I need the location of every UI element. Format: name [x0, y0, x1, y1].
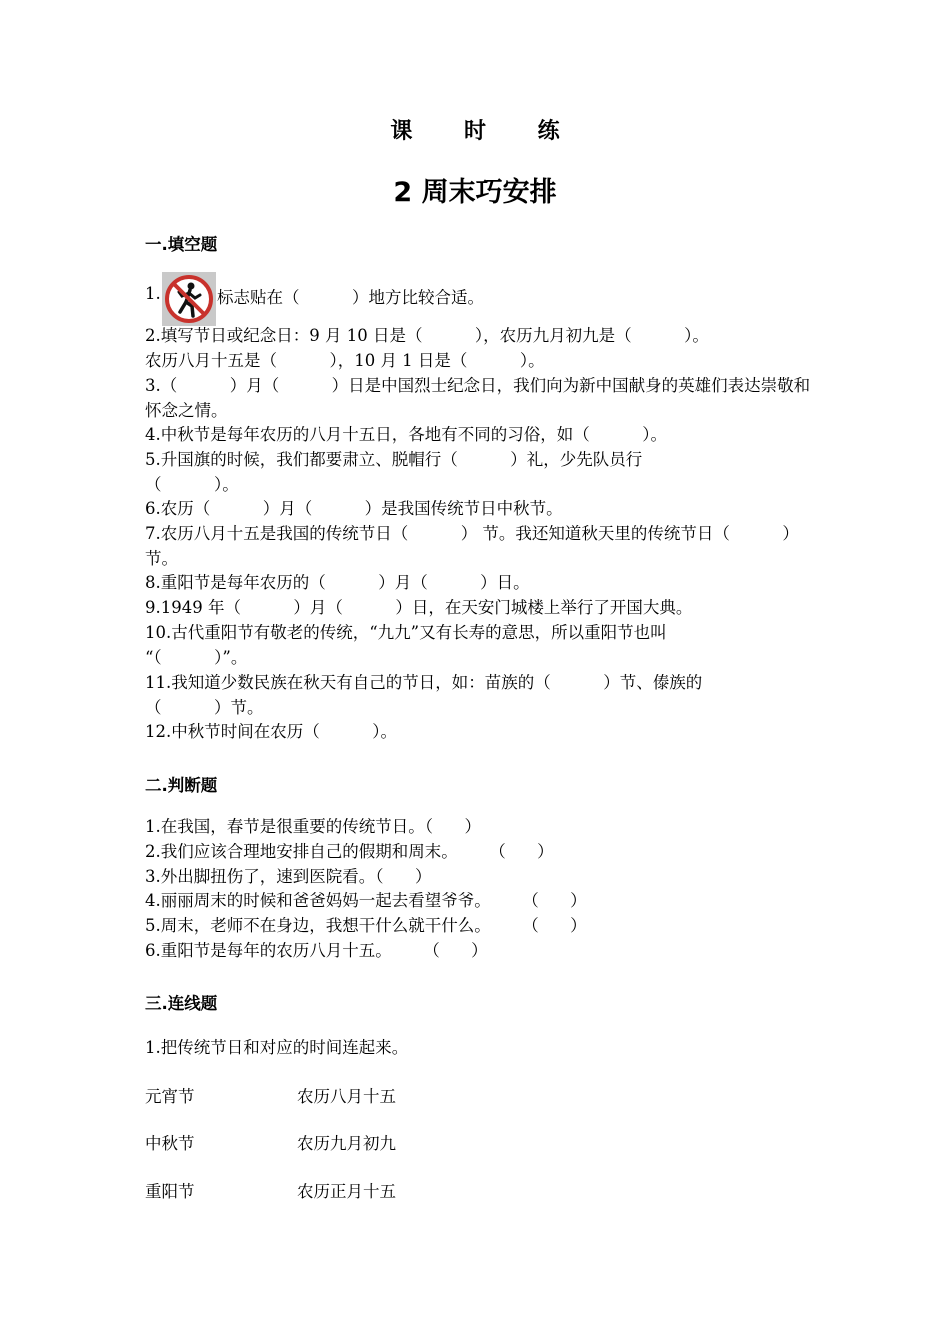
judge-question-5: 5.周末，老师不在身边，我想干什么就干什么。 （ ） [145, 916, 587, 935]
judge-question-4: 4.丽丽周末的时候和爸爸妈妈一起去看望爷爷。 （ ） [145, 891, 587, 910]
section-heading-match: 三.连线题 [145, 994, 218, 1013]
lesson-title: 2 周末巧安排 [393, 177, 557, 208]
fill-question-3: 3.（ ）月（ ）日是中国烈士纪念日，我们向为新中国献身的英雄们表达崇敬和怀念之情。 [145, 376, 811, 420]
date-label: 农历八月十五 [297, 1087, 396, 1106]
date-label: 农历正月十五 [297, 1182, 396, 1201]
fill-question-11: 11.我知道少数民族在秋天有自己的节日，如：苗族的（ ）节、傣族的 （ ）节。 [145, 673, 703, 717]
festival-label: 中秋节 [145, 1134, 195, 1153]
match-instruction: 1.把传统节日和对应的时间连起来。 [145, 1038, 409, 1057]
fill-question-2: 2.填写节日或纪念日：9 月 10 日是（ ），农历九月初九是（ ）。 农历八月十五是（ ），10 月 1 日是（ ）。 [145, 326, 709, 370]
judge-question-2: 2.我们应该合理地安排自己的假期和周末。 （ ） [145, 842, 554, 861]
date-label: 农历九月初九 [297, 1134, 396, 1153]
fill-question-12: 12.中秋节时间在农历（ ）。 [145, 722, 397, 741]
judge-question-1: 1.在我国，春节是很重要的传统节日。（ ） [145, 817, 481, 836]
festival-label: 元宵节 [145, 1087, 195, 1106]
fill-question-5: 5.升国旗的时候，我们都要肃立、脱帽行（ ）礼，少先队员行 （ ）。 [145, 450, 643, 494]
fill-question-6: 6.农历（ ）月（ ）是我国传统节日中秋节。 [145, 499, 563, 518]
question-number: 1. [145, 284, 161, 303]
fill-question-4: 4.中秋节是每年农历的八月十五日，各地有不同的习俗，如（ ）。 [145, 425, 667, 444]
fill-question-9: 9.1949 年（ ）月（ ）日，在天安门城楼上举行了开国大典。 [145, 598, 693, 617]
fill-question-7: 7.农历八月十五是我国的传统节日（ ） 节。我还知道秋天里的传统节日（ ）节。 [145, 524, 799, 568]
fill-question-8: 8.重阳节是每年农历的（ ）月（ ）日。 [145, 573, 530, 592]
no-running-sign-icon [162, 272, 216, 326]
judge-question-3: 3.外出脚扭伤了，速到医院看。（ ） [145, 867, 432, 886]
section-heading-judge: 二.判断题 [145, 776, 218, 795]
section-heading-fill: 一.填空题 [145, 235, 218, 254]
judge-question-6: 6.重阳节是每年的农历八月十五。 （ ） [145, 941, 488, 960]
question-text: 标志贴在（ ）地方比较合适。 [217, 288, 484, 307]
festival-label: 重阳节 [145, 1182, 195, 1201]
page-title: 课 时 练 [390, 119, 582, 144]
fill-question-10: 10.古代重阳节有敬老的传统，“九九”又有长寿的意思，所以重阳节也叫 “（ ）”。 [145, 623, 667, 667]
